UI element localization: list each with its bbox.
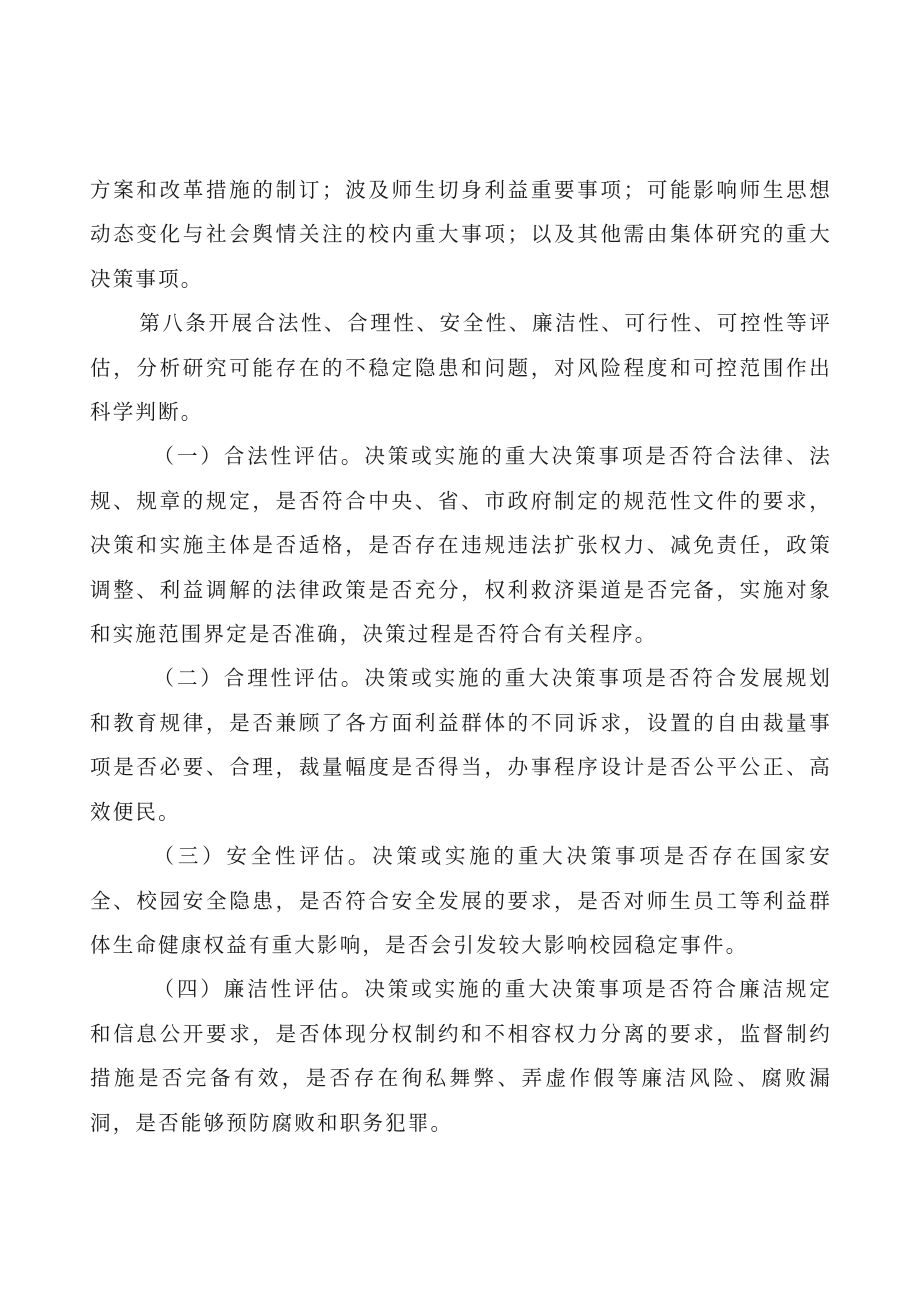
paragraph-continuation: 方案和改革措施的制订；波及师生切身利益重要事项；可能影响师生思想动态变化与社会舆情关注的校内重大事项；以及其他需由集体研究的重大决策事项。 [90, 178, 832, 291]
document-body [90, 168, 832, 1145]
paragraph-rationality-assessment: （二）合理性评估。决策或实施的重大决策事项是否符合发展规划和教育规律，是否兼顾了各方面利益群体的不同诉求，设置的自由裁量事项是否必要、合理，裁量幅度是否得当，办事程序设计是否公平公正、高效便民。 [90, 666, 832, 824]
paragraph-safety-assessment: （三）安全性评估。决策或实施的重大决策事项是否存在国家安全、校园安全隐患，是否符合安全发展的要求，是否对师生员工等利益群体生命健康权益有重大影响，是否会引发较大影响校园稳定事件。 [90, 844, 832, 957]
paragraph-article-eight: 第八条开展合法性、合理性、安全性、廉洁性、可行性、可控性等评估，分析研究可能存在的不稳定隐患和问题，对风险程度和可控范围作出科学判断。 [90, 311, 832, 425]
paragraph-legality-assessment: （一）合法性评估。决策或实施的重大决策事项是否符合法律、法规、规章的规定，是否符合中央、省、市政府制定的规范性文件的要求，决策和实施主体是否适格，是否存在违规违法扩张权力、减免责任，政策调整、利益调解的法律政策是否充分，权利救济渠道是否完备，实施对象和实施范围界定是否准确，决策过程是否符合有关程序。 [90, 444, 832, 647]
paragraph-integrity-assessment: （四）廉洁性评估。决策或实施的重大决策事项是否符合廉洁规定和信息公开要求，是否体现分权制约和不相容权力分离的要求，监督制约措施是否完备有效，是否存在徇私舞弊、弄虚作假等廉洁风险、腐败漏洞，是否能够预防腐败和职务犯罪。 [90, 977, 832, 1135]
